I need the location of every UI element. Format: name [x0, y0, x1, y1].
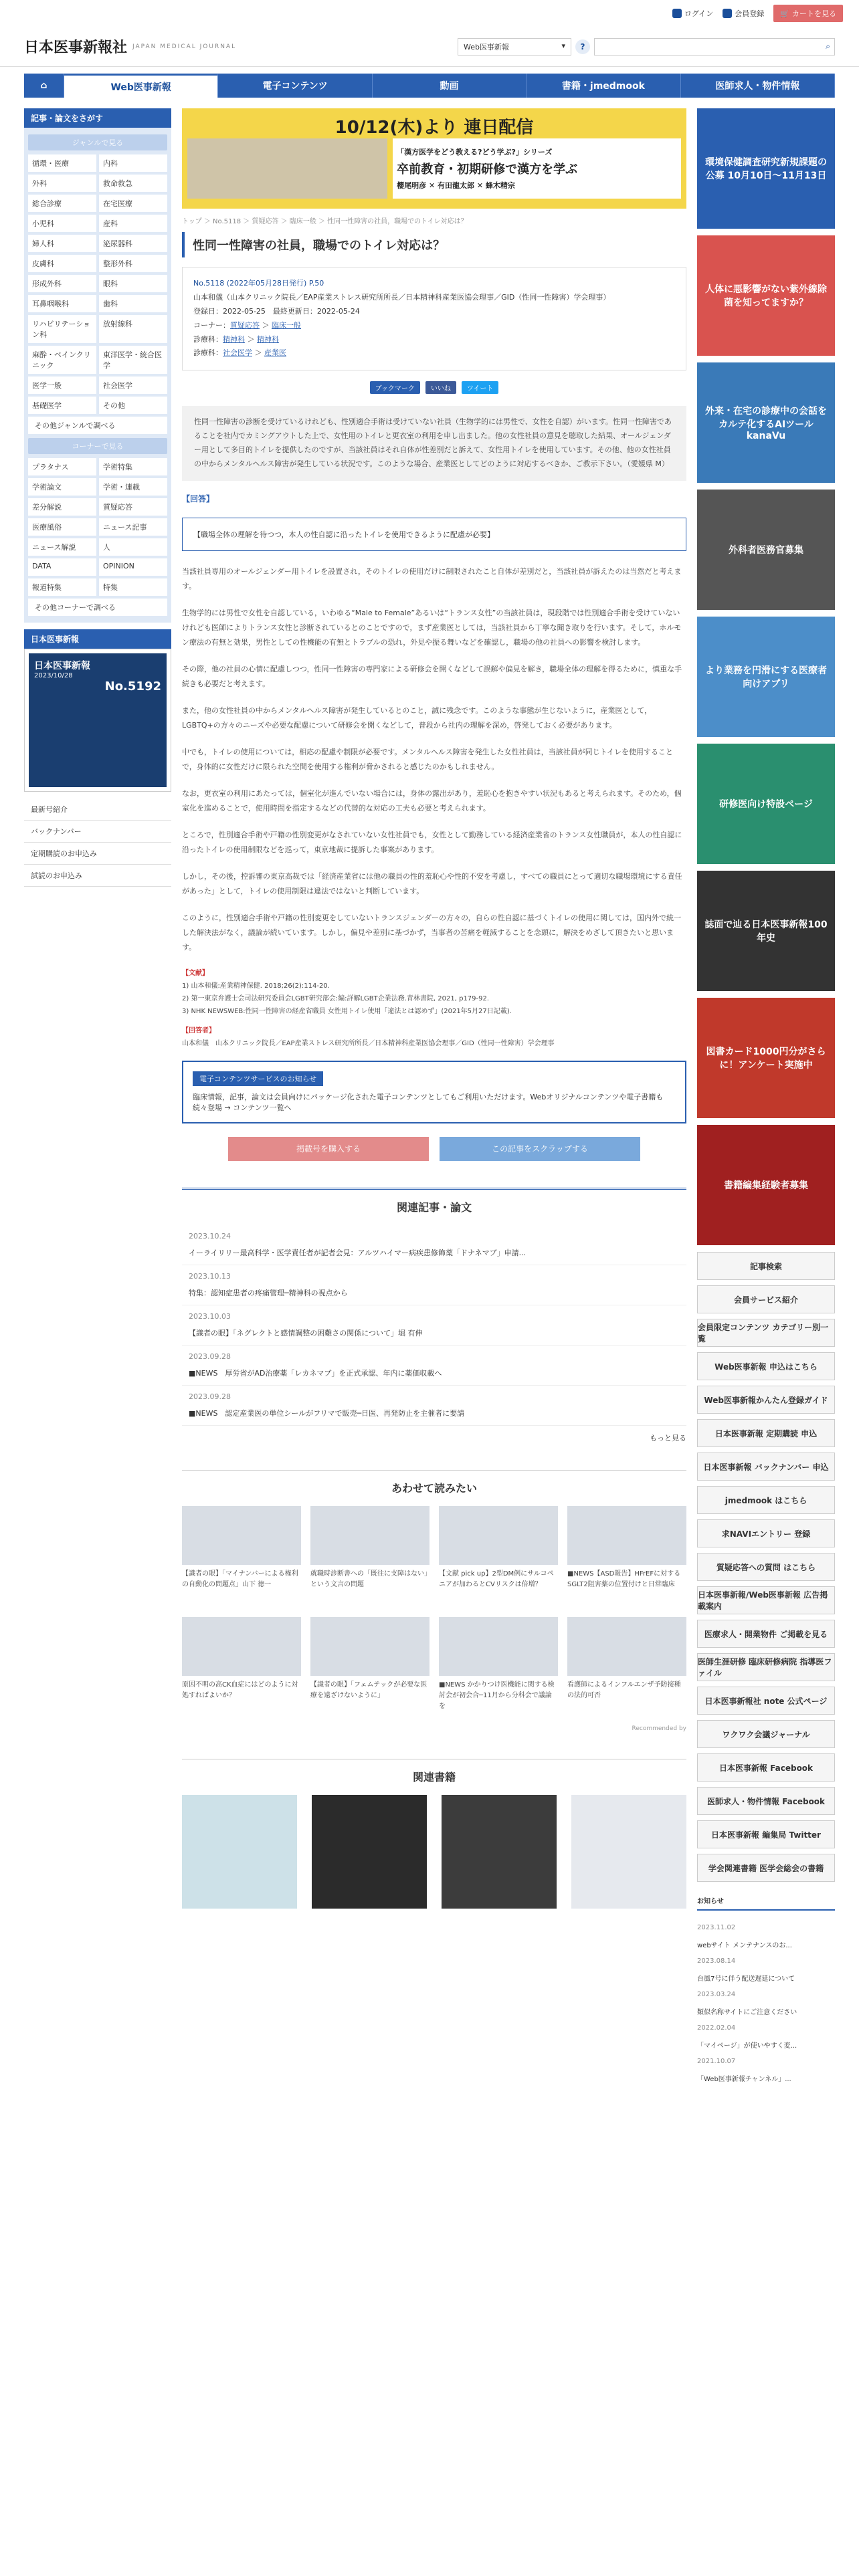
- side-banner[interactable]: 人体に悪影響がない紫外線除菌を知ってますか？: [697, 235, 835, 356]
- cart-icon: 🛒: [780, 9, 789, 18]
- corner-item[interactable]: プラタナス: [28, 458, 96, 475]
- genre-item[interactable]: 泌尿器科: [99, 235, 167, 252]
- lock-icon: [672, 9, 682, 18]
- home-icon[interactable]: ⌂: [24, 74, 64, 98]
- corner-item[interactable]: 人: [99, 538, 167, 556]
- genre-item[interactable]: 内科: [99, 154, 167, 172]
- notice-text: 臨床情報，記事，論文は会員向けにパッケージ化された電子コンテンツとしてもご利用いただけます。Webオリジナルコンテンツや電子書籍も続々登場 → コンテンツ一覧へ: [193, 1092, 664, 1112]
- corner-list: [28, 458, 167, 596]
- related-title: 関連記事・論文: [182, 1188, 686, 1214]
- recommend-title: あわせて読みたい: [182, 1470, 686, 1495]
- books-title: 関連書籍: [182, 1759, 686, 1784]
- recommend-card[interactable]: [310, 1506, 430, 1608]
- journal-link[interactable]: バックナンバー: [24, 821, 171, 843]
- side-link-button[interactable]: 日本医事新報 Facebook: [697, 1753, 835, 1782]
- side-link-button[interactable]: 医師生涯研修 臨床研修病院 指導医ファイル: [697, 1653, 835, 1681]
- corner-row: コーナー：質疑応答 ＞ 臨床一般: [193, 320, 301, 330]
- corner-item[interactable]: ニュース記事: [99, 518, 167, 536]
- related-date: 2023.09.28: [189, 1392, 231, 1401]
- like-button[interactable]: いいね: [425, 381, 456, 394]
- issue-link[interactable]: No.5118 (2022年05月28日発行) P.50: [193, 279, 324, 288]
- author: 山本和儀（山本クリニック院長／EAP産業ストレス研究所所長／日本精神科産業医協会理事／GID（性同一性障害）学会理事）: [193, 292, 611, 302]
- nav-video[interactable]: 動画: [373, 74, 527, 98]
- genre-item[interactable]: 東洋医学・統合医学: [99, 346, 167, 374]
- reference-item: 2) 第一東京弁護士会司法研究委員会LGBT研究部会:編:詳解LGBT企業法務.青林書院, 2021, p179-92.: [182, 994, 490, 1002]
- notice-heading: 電子コンテンツサービスのお知らせ: [193, 1071, 323, 1086]
- recommend-thumb: [182, 1617, 301, 1676]
- corner-item[interactable]: DATA: [28, 558, 96, 576]
- corner-item[interactable]: 学術・連載: [99, 478, 167, 496]
- genre-more-link[interactable]: その他ジャンルで調べる: [28, 417, 167, 434]
- banner-title: 卒前教育・初期研修で漢方を学ぶ: [397, 163, 578, 177]
- corner-item[interactable]: 質疑応答: [99, 498, 167, 516]
- news-date: 2023.08.14: [697, 1957, 736, 1965]
- side-link-button[interactable]: 医師求人・物件情報 Facebook: [697, 1787, 835, 1815]
- site-logo[interactable]: 日本医事新報社: [24, 39, 128, 56]
- recommend-thumb: [567, 1617, 686, 1676]
- site-logo-en: JAPAN MEDICAL JOURNAL: [132, 43, 237, 50]
- recommend-text: 【識者の眼】「マイナンバーによる権利の自動化の問題点」山下 徳一: [182, 1570, 298, 1588]
- journal-link[interactable]: 最新号紹介: [24, 798, 171, 821]
- side-banner[interactable]: 誌面で辿る日本医事新報100年史: [697, 871, 835, 991]
- genre-item[interactable]: 耳鼻咽喉科: [28, 295, 96, 312]
- hero-banner[interactable]: [182, 108, 686, 209]
- genre-item[interactable]: 基礎医学: [28, 397, 96, 414]
- help-icon[interactable]: ?: [575, 39, 590, 54]
- side-link-button[interactable]: 日本医事新報/Web医事新報 広告掲載案内: [697, 1586, 835, 1614]
- references-title: 【文献】: [182, 969, 209, 977]
- related-list: [182, 1225, 686, 1426]
- related-link[interactable]: ■NEWS 認定産業医の単位シールがフリマで販売─日医、再発防止を主催者に要請: [182, 1401, 686, 1426]
- side-link-button[interactable]: 会員限定コンテンツ カテゴリー別一覧: [697, 1319, 835, 1347]
- recommend-thumb: [439, 1506, 558, 1565]
- genre-item[interactable]: 社会医学: [99, 377, 167, 394]
- corner-link[interactable]: 質疑応答: [230, 320, 260, 330]
- answerer-title: 【回答者】: [182, 1027, 215, 1035]
- news-link[interactable]: 台風7号に伴う配送遅延について: [697, 1975, 795, 1983]
- journal-cover[interactable]: [24, 649, 171, 792]
- genre-item[interactable]: 医学一般: [28, 377, 96, 394]
- side-banner[interactable]: 図書カード1000円分がさらに！アンケート実施中: [697, 998, 835, 1118]
- genre-item[interactable]: 婦人科: [28, 235, 96, 252]
- side-link-button[interactable]: 日本医事新報 定期購読 申込: [697, 1419, 835, 1447]
- genre-item[interactable]: 皮膚科: [28, 255, 96, 272]
- journal-title: 日本医事新報: [34, 661, 90, 671]
- site-header: [0, 27, 859, 67]
- corner-item[interactable]: 特集: [99, 578, 167, 596]
- tweet-button[interactable]: ツイート: [462, 381, 499, 394]
- answer-summary: 【職場全体の理解を待つつ，本人の性自認に沿ったトイレを使用できるように配慮が必要】: [182, 518, 686, 551]
- references: [182, 967, 686, 1050]
- e-content-notice: [182, 1061, 686, 1123]
- corner-item[interactable]: OPINION: [99, 558, 167, 576]
- top-bar: [0, 0, 859, 27]
- genre-item[interactable]: 眼科: [99, 275, 167, 292]
- recommend-card[interactable]: [182, 1617, 301, 1719]
- field-link[interactable]: 精神科: [223, 334, 245, 344]
- buy-issue-button[interactable]: 掲載号を購入する: [228, 1137, 429, 1161]
- news-date: 2021.10.07: [697, 2058, 736, 2065]
- side-link-button[interactable]: 質疑応答への質問 はこちら: [697, 1553, 835, 1581]
- reference-item: 1) 山本和儀:産業精神保健. 2018;26(2):114-20.: [182, 982, 330, 990]
- footer: [0, 2091, 859, 2118]
- news-link[interactable]: 「Web医事新報チャンネル」...: [697, 2076, 791, 2083]
- related-date: 2023.10.03: [189, 1311, 231, 1321]
- banner-sub: 「漢方医学をどう教える?どう学ぶ?」シリーズ: [397, 148, 553, 156]
- recommend-text: 看護師によるインフルエンザ予防接種の法的可否: [567, 1681, 681, 1699]
- nav-web-ijishinpo[interactable]: Web医事新報: [64, 74, 218, 98]
- related-date: 2023.10.13: [189, 1271, 231, 1281]
- news-box: [697, 1891, 835, 2091]
- share-buttons: [182, 381, 686, 394]
- breadcrumb[interactable]: トップ ＞ No.5118 ＞ 質疑応答 ＞ 臨床一般 ＞ 性同一性障害の社員，職場でのトイレ対応は？: [182, 218, 468, 225]
- field-link[interactable]: 社会医学: [223, 348, 252, 358]
- book-cover[interactable]: [442, 1795, 557, 1909]
- side-link-button[interactable]: 日本医事新報 編集局 Twitter: [697, 1820, 835, 1848]
- side-banner[interactable]: 外来・在宅の診療中の会話をカルテ化するAIツール kanaVu: [697, 362, 835, 483]
- article-meta: [182, 267, 686, 370]
- journal-links: [24, 798, 171, 887]
- genre-item[interactable]: 整形外科: [99, 255, 167, 272]
- news-link[interactable]: webサイト メンテナンスのお...: [697, 1942, 792, 1949]
- nav-jobs[interactable]: 医師求人・物件情報: [681, 74, 835, 98]
- related-link[interactable]: 【識者の眼】「ネグレクトと感情調整の困難さの関係について」堀 有伸: [182, 1321, 686, 1346]
- action-buttons: [182, 1137, 686, 1161]
- books-row: [182, 1795, 686, 1909]
- side-link-button[interactable]: Web医事新報かんたん登録ガイド: [697, 1386, 835, 1414]
- news-title: お知らせ: [697, 1891, 835, 1911]
- cart-button[interactable]: 🛒 カートを見る: [773, 5, 843, 22]
- related-link[interactable]: イーライリリー最高科学・医学責任者が記者会見：アルツハイマー病疾患修飾薬「ドナネマブ」申請...: [182, 1241, 686, 1265]
- related-link[interactable]: ■NEWS 厚労省がAD治療薬「レカネマブ」を正式承認、年内に薬価収載へ: [182, 1361, 686, 1386]
- recommend-text: 【文献 pick up】2型DM例にサルコペニアが加わるとCVリスクは倍増？: [439, 1570, 554, 1588]
- recommend-thumb: [567, 1506, 686, 1565]
- main-content: [182, 108, 686, 2091]
- side-banner[interactable]: 研修医向け特設ページ: [697, 744, 835, 864]
- genre-item[interactable]: 在宅医療: [99, 195, 167, 212]
- genre-item[interactable]: その他: [99, 397, 167, 414]
- article-paragraph: このように，性別適合手術や戸籍の性別変更をしていないトランスジェンダーの方々の，自らの性自認に基づくトイレの使用に関しては，国内外で統一した解決法がなく，議論が続いています。しかし，偏見や差別に基づかず，当事者の苦痛を軽減することを念頭に，解決をめざして頂きたいと思います。: [182, 913, 682, 952]
- left-sidebar: [24, 108, 171, 2091]
- sidebar-title: 記事・論文をさがす: [24, 108, 171, 128]
- answer-tag: 【回答】: [182, 494, 215, 504]
- corner-item[interactable]: 学術特集: [99, 458, 167, 475]
- news-link[interactable]: 類似名称サイトにご注意ください: [697, 2009, 797, 2016]
- genre-item[interactable]: 循環・医療: [28, 154, 96, 172]
- side-banner[interactable]: 環境保健調査研究新規課題の公募 10月10日〜11月13日: [697, 108, 835, 229]
- more-link[interactable]: もっと見る: [650, 1433, 686, 1442]
- book-cover[interactable]: [571, 1795, 686, 1909]
- recommend-text: 原因不明の高CK血症にはどのように対処すればよいか？: [182, 1681, 298, 1699]
- nav-books[interactable]: 書籍・jmedmook: [527, 74, 680, 98]
- banner-text: [393, 138, 681, 199]
- recommend-card[interactable]: [439, 1617, 558, 1719]
- genre-item[interactable]: 形成外科: [28, 275, 96, 292]
- question-text: 性同一性障害の診断を受けているけれども、性別適合手術は受けていない社員（生物学的には男性で、女性を自認）がいます。性同一性障害であることを社内でカミングアウトした上で、女性用のトイレと更衣室の利用を申し出ました。他の女性社員の意見を聴取した結果、オールジェンダー用として多目的トイレを提供したのですが、当該社員はそれ自体が性差別だと訴えて、女性用トイレを使用しています。その他、他の女性社員の中からメンタルヘルス障害が発生している状況です。このような場合、産業医としてどのように対応するべきか、ご教示下さい。（愛媛県 M）: [182, 406, 686, 481]
- chevron-down-icon: ▾: [561, 41, 565, 50]
- side-link-button[interactable]: 学会関連書籍 医学会総会の書籍: [697, 1854, 835, 1882]
- article-paragraph: 当該社員専用のオールジェンダー用トイレを設置され，そのトイレの使用だけに制限されたこと自体が差別だと，当該社員が訴えたのは当然だと考えます。: [182, 566, 682, 591]
- page-title: 性同一性障害の社員，職場でのトイレ対応は？: [182, 232, 686, 257]
- side-link-button[interactable]: 会員サービス紹介: [697, 1285, 835, 1313]
- side-link-button[interactable]: 日本医事新報 バックナンバー 申込: [697, 1453, 835, 1481]
- genre-item[interactable]: 救命救急: [99, 175, 167, 192]
- side-link-button[interactable]: ワクワク会議ジャーナル: [697, 1720, 835, 1748]
- corner-item[interactable]: ニュース解説: [28, 538, 96, 556]
- banner-photo: [187, 138, 387, 199]
- search-icon[interactable]: ⌕: [826, 41, 830, 51]
- genre-list: [28, 154, 167, 414]
- article-paragraph: また，他の女性社員の中からメンタルヘルス障害が発生しているとのこと，誠に残念です。このような事態が生じないように，産業医として，LGBTQ+の方々のニーズや必要な配慮について研修会を開くなどして，普段から社内の理解を深め，啓発しておく必要があります。: [182, 706, 652, 730]
- side-link-button[interactable]: 日本医事新報社 note 公式ページ: [697, 1687, 835, 1715]
- nav-e-content[interactable]: 電子コンテンツ: [218, 74, 372, 98]
- recommend-card[interactable]: [567, 1506, 686, 1608]
- genre-item[interactable]: 総合診療: [28, 195, 96, 212]
- recommend-text: ■NEWS かかりつけ医機能に関する検討会が初会合─11月から分科会で議論を: [439, 1681, 555, 1710]
- corner-item[interactable]: 医療風俗: [28, 518, 96, 536]
- article-paragraph: なお，更衣室の利用にあたっては，個室化が進んでいない場合には，身体の露出があり，羞恥心を抱きやすい状況もあると考えられます。そのため，個室化を進めることで，使用時間を指定するなどの代替的な対応の工夫も必要と考えられます。: [182, 788, 682, 813]
- recommend-grid: [182, 1506, 686, 1719]
- genre-box: [24, 128, 171, 623]
- recommend-text: 【識者の眼】「フェムテックが必要な医療を遠ざけないように」: [310, 1681, 427, 1699]
- journal-link[interactable]: 定期購読のお申込み: [24, 843, 171, 865]
- recommend-card[interactable]: [439, 1506, 558, 1608]
- login-link[interactable]: ログイン: [672, 8, 713, 19]
- field-row: 診療科：精神科 ＞ 精神科: [193, 334, 279, 344]
- corner-heading: コーナーで見る: [28, 438, 167, 454]
- recommend-card[interactable]: [567, 1617, 686, 1719]
- book-cover[interactable]: [312, 1795, 427, 1909]
- answerer: 山本和儀 山本クリニック院長／EAP産業ストレス研究所所長／日本精神科産業医協会理事／GID（性同一性障害）学会理事: [182, 1039, 555, 1047]
- search-scope-select[interactable]: Web医事新報 ▾: [458, 38, 571, 56]
- register-link[interactable]: 会員登録: [723, 8, 764, 19]
- side-link-button[interactable]: Web医事新報 申込はこちら: [697, 1352, 835, 1380]
- recommend-credit: Recommended by: [632, 1725, 686, 1732]
- header-search: [458, 38, 835, 56]
- side-banner[interactable]: 書籍編集経験者募集: [697, 1125, 835, 1245]
- field-link[interactable]: 精神科: [257, 334, 279, 344]
- side-banner[interactable]: 外科者医務官募集: [697, 490, 835, 610]
- genre-item[interactable]: 外科: [28, 175, 96, 192]
- bookmark-button[interactable]: ブックマーク: [370, 381, 420, 394]
- journal-cover-image: [29, 653, 167, 787]
- field-link[interactable]: 産業医: [264, 348, 286, 358]
- field-row: 診療科：社会医学 ＞ 産業医: [193, 348, 286, 358]
- recommend-thumb: [310, 1617, 430, 1676]
- book-cover[interactable]: [182, 1795, 297, 1909]
- news-link[interactable]: 「マイページ」が使いやすく変...: [697, 2042, 797, 2050]
- article-paragraph: ところで，性別適合手術や戸籍の性別変更がなされていない女性社員でも，女性として勤務している経済産業省のトランス女性職員が，本人の性自認に沿ったトイレの使用制限などを巡って，東京地裁に提訴した事案があります。: [182, 830, 682, 854]
- article-paragraph: 中でも，トイレの使用については，相応の配慮や制限が必要です。メンタルヘルス障害を発生した女性社員は，当該社員が同じトイレを使用することで，身体的に女性だけに限られた空間を使用する権利が脅かされると感じたのかもしれません。: [182, 747, 674, 771]
- recommend-thumb: [310, 1506, 430, 1565]
- related-date: 2023.10.24: [189, 1231, 231, 1241]
- news-date: 2023.11.02: [697, 1924, 736, 1931]
- recommend-card[interactable]: [182, 1506, 301, 1608]
- corner-link[interactable]: 臨床一般: [272, 320, 301, 330]
- side-link-button[interactable]: 記事検索: [697, 1252, 835, 1280]
- genre-item[interactable]: 麻酔・ペインクリニック: [28, 346, 96, 374]
- banner-names: 櫻尾明彦 ✕ 有田龍太郎 ✕ 蜂木精宗: [397, 181, 515, 190]
- genre-item[interactable]: 小児科: [28, 215, 96, 232]
- dates: 登録日：2022-05-25 最終更新日：2022-05-24: [193, 306, 360, 316]
- right-sidebar: [697, 108, 835, 2091]
- reference-item: 3) NHK NEWSWEB:性同一性障害の経産省職員 女性用トイレ使用「違法とは認めず」(2021年5月27日記載).: [182, 1007, 512, 1015]
- article-paragraph: しかし，その後，控訴審の東京高裁では「経済産業省には他の職員の性的羞恥心や性的不安を考慮し，すべての職員にとって適切な職場環境にする責任があった」として，トイレの使用制限は違法ではないと判断しています。: [182, 871, 682, 895]
- genre-item[interactable]: 放射線科: [99, 315, 167, 343]
- genre-item[interactable]: リハビリテーション科: [28, 315, 96, 343]
- genre-item[interactable]: 歯科: [99, 295, 167, 312]
- recommend-card[interactable]: [310, 1617, 430, 1719]
- related-link[interactable]: 特集：認知症患者の疼痛管理─精神科の視点から: [182, 1281, 686, 1305]
- journal-link[interactable]: 試読のお申込み: [24, 865, 171, 887]
- corner-more-link[interactable]: その他コーナーで調べる: [28, 599, 167, 616]
- side-banner[interactable]: より業務を円滑にする医療者向けアプリ: [697, 617, 835, 737]
- recommend-text: ■NEWS【ASD報告】HFrEFに対するSGLT2阻害薬の位置付けと日常臨床: [567, 1570, 681, 1588]
- main-nav: [24, 74, 835, 98]
- recommend-thumb: [182, 1506, 301, 1565]
- corner-item[interactable]: 学術論文: [28, 478, 96, 496]
- side-link-button[interactable]: 求NAVIエントリー 登録: [697, 1519, 835, 1547]
- article-paragraph: その際，他の社員の心情に配慮しつつ，性同一性障害の専門家による研修会を開くなどして誤解や偏見を解き，職場全体の理解を得るために，慎重な手続きも必要だと考えます。: [182, 664, 682, 688]
- journal-heading: 日本医事新報: [24, 629, 171, 649]
- journal-number: No.5192: [104, 679, 161, 693]
- article-body: [182, 564, 686, 955]
- search-input[interactable]: [594, 38, 835, 56]
- related-date: 2023.09.28: [189, 1352, 231, 1361]
- genre-heading: ジャンルで見る: [28, 134, 167, 150]
- corner-item[interactable]: 報道特集: [28, 578, 96, 596]
- recommend-text: 就職時診断書への「既往に支障はない」という文言の問題: [310, 1570, 427, 1588]
- recommend-thumb: [439, 1617, 558, 1676]
- genre-item[interactable]: 産科: [99, 215, 167, 232]
- journal-date: 2023/10/28: [34, 672, 73, 679]
- side-link-button[interactable]: jmedmook はこちら: [697, 1486, 835, 1514]
- banner-headline: 10/12(木)より 連日配信: [187, 114, 681, 138]
- article-paragraph: 生物学的には男性で女性を自認している，いわゆる“Male to Female”あるいは“トランス女性”の当該社員は，現段階では性別適合手術を受けていないけれども医師によりトランス女性と診断されているとのことですので，まず産業医としては，当該社員から丁寧な聞き取りを行います。そして，ホルモン療法の有無と効果，男性としての性機能の有無とトラブルの恐れ，外見や振る舞いなどを確認し，職場の他の社員への影響を検討します。: [182, 608, 682, 647]
- news-date: 2022.02.04: [697, 2024, 736, 2032]
- user-icon: [723, 9, 732, 18]
- corner-item[interactable]: 差分解説: [28, 498, 96, 516]
- news-date: 2023.03.24: [697, 1991, 736, 1998]
- scrap-button[interactable]: この記事をスクラップする: [440, 1137, 640, 1161]
- side-link-button[interactable]: 医療求人・開業物件 ご掲載を見る: [697, 1620, 835, 1648]
